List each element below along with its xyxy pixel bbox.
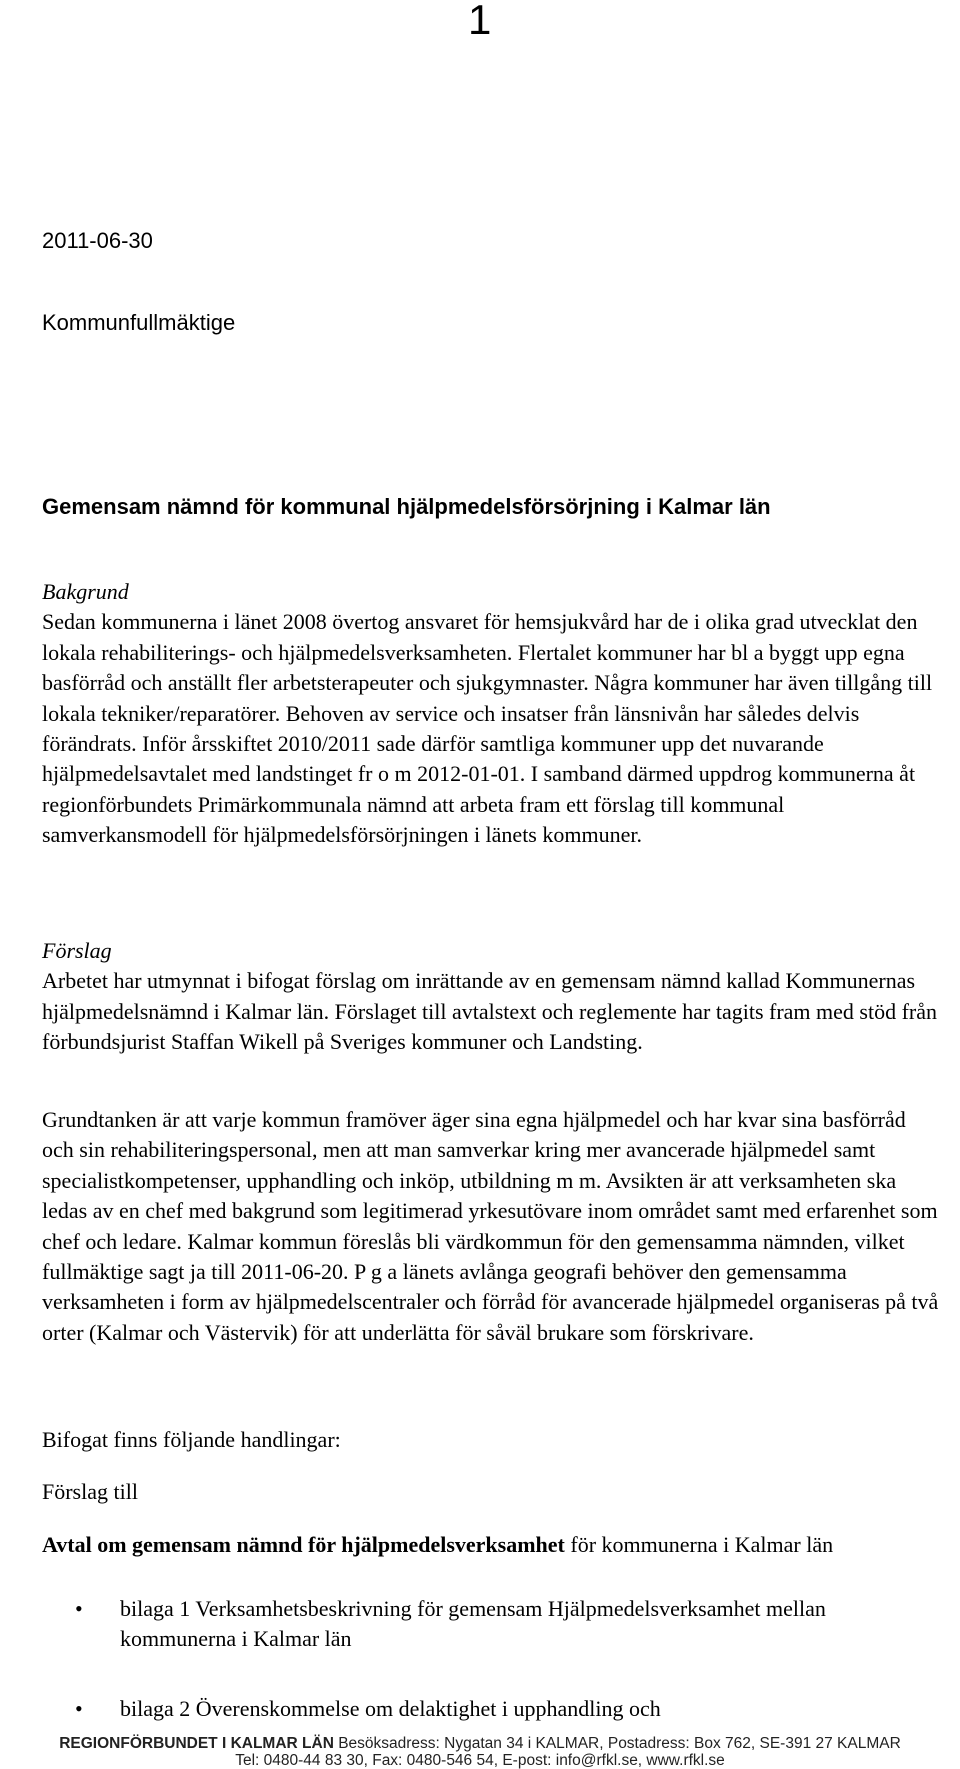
document-date: 2011-06-30 bbox=[42, 228, 153, 253]
footer-address: Besöksadress: Nygatan 34 i KALMAR, Postadress: Box 762, SE-391 27 KALMAR bbox=[333, 1735, 901, 1752]
recipient: Kommunfullmäktige bbox=[42, 310, 236, 335]
footer-line-1 bbox=[0, 1735, 960, 1752]
attachment-text: bilaga 1 Verksamhetsbeskrivning för gemensam Hjälpmedelsverksamhet mellan kommunerna i Kalmar län bbox=[120, 1596, 826, 1652]
page-footer bbox=[0, 1735, 960, 1769]
section-text-forslag: Arbetet har utmynnat i bifogat förslag om inrättande av en gemensam nämnd kallad Kommunernas hjälpmedelsnämnd i Kalmar län. Förslaget till avtalstext och reglemente har tagits fram med stöd från förbundsjurist Staffan Wikell på Sveriges kommuner och Landsting. bbox=[42, 968, 938, 1055]
proposal-label: Förslag till bbox=[42, 1479, 138, 1504]
agreement-title bbox=[42, 1530, 902, 1560]
document-title: Gemensam nämnd för kommunal hjälpmedelsförsörjning i Kalmar län bbox=[42, 494, 771, 519]
section-heading-bakgrund: Bakgrund bbox=[42, 579, 129, 604]
bullet-icon: • bbox=[75, 1695, 83, 1721]
attachments-intro: Bifogat finns följande handlingar: bbox=[42, 1427, 341, 1452]
list-item bbox=[42, 1594, 942, 1655]
page-number: 1 bbox=[468, 0, 492, 43]
agreement-title-bold: Avtal om gemensam nämnd för hjälpmedelsverksamhet bbox=[42, 1532, 565, 1557]
section-forslag bbox=[42, 936, 942, 1058]
attachment-text: bilaga 2 Överenskommelse om delaktighet i upphandling och bbox=[120, 1695, 661, 1721]
list-item bbox=[42, 1694, 942, 1724]
section-text-bakgrund: Sedan kommunerna i länet 2008 övertog ansvaret för hemsjukvård har de i olika grad utvecklat den lokala rehabiliterings- och hjälpmedelsverksamheten. Flertalet kommuner har bl a byggt upp egna basförråd och anställt fler arbetsterapeuter och sjukgymnaster. Några kommuner har även tillgång till lokala tekniker/reparatörer. Behoven av service och insatser från länsnivån har således delvis förändrats. Inför årsskiftet 2010/2011 sade därför samtliga kommuner upp det nuvarande hjälpmedelsavtalet med landstinget fr o m 2012-01-01. I samband därmed uppdrog kommunerna åt regionförbundets Primärkommunala nämnd att arbeta fram ett förslag till kommunal samverkansmodell för hjälpmedelsförsörjningen i länets kommuner. bbox=[42, 609, 933, 848]
paragraph-grundtanken: Grundtanken är att varje kommun framöver äger sina egna hjälpmedel och har kvar sina basförråd och sin rehabiliteringspersonal, men att man samverkar kring mer avancerade hjälpmedel samt specialistkompetenser, upphandling och inköp, utbildning m m. Avsikten är att verksamheten ska ledas av en chef med bakgrund som legitimerad yrkesutövare inom området samt med erfarenhet som chef och ledare. Kalmar kommun föreslås bli värdkommun för den gemensamma nämnden, vilket fullmäktige sagt ja till 2011-06-20. P g a länets avlånga geografi behöver den gemensamma verksamheten i form av hjälpmedelscentraler och förråd för avancerade hjälpmedel organiseras på två orter (Kalmar och Västervik) för att underlätta för såväl brukare som förskrivare. bbox=[42, 1107, 939, 1345]
footer-org-name: REGIONFÖRBUNDET I KALMAR LÄN bbox=[59, 1735, 334, 1752]
section-heading-forslag: Förslag bbox=[42, 938, 112, 963]
agreement-title-rest: för kommunerna i Kalmar län bbox=[564, 1532, 834, 1557]
footer-line-2: Tel: 0480-44 83 30, Fax: 0480-546 54, E-post: info@rfkl.se, www.rfkl.se bbox=[235, 1752, 725, 1769]
section-bakgrund bbox=[42, 577, 942, 851]
bullet-icon: • bbox=[75, 1596, 83, 1621]
